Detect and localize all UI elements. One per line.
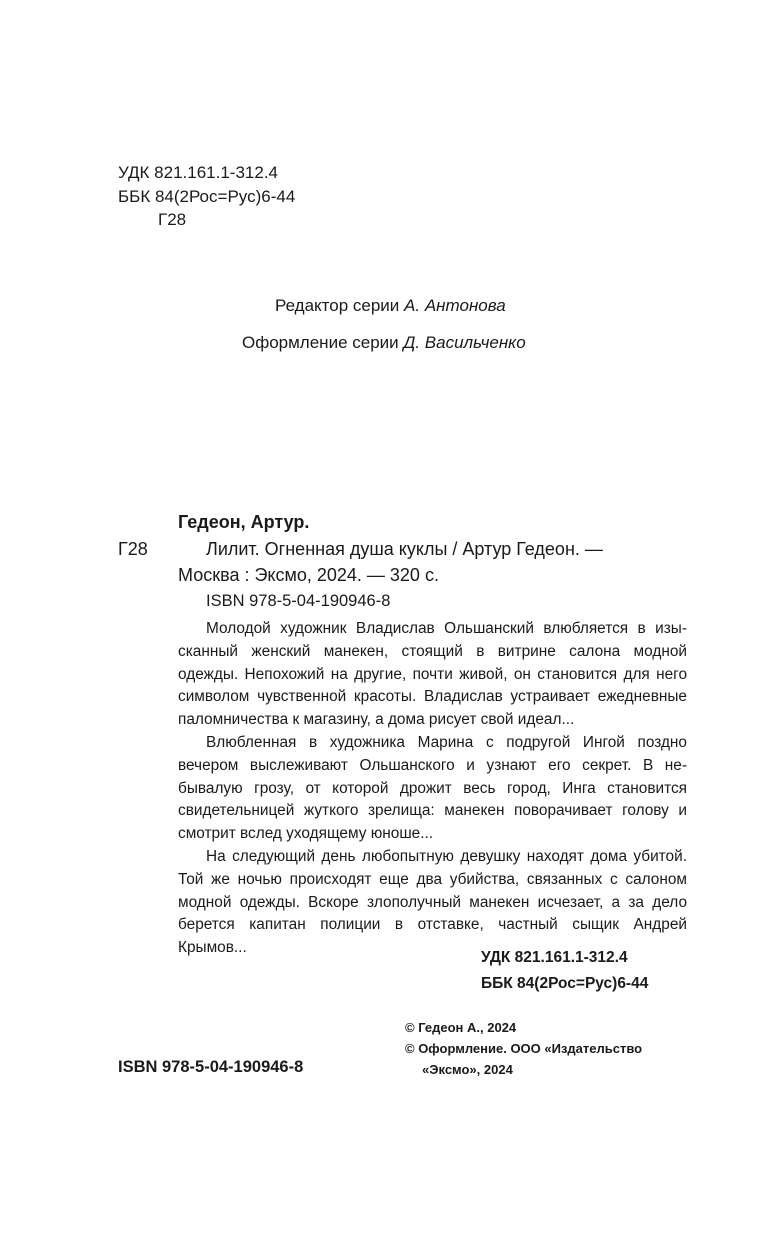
copyright-design-line2: «Эксмо», 2024 [422,1062,513,1077]
udk-code: УДК 821.161.1-312.4 [118,163,279,182]
series-design-label: Оформление серии [242,333,399,352]
footer-udk: УДК 821.161.1-312.4 [481,949,628,966]
record-isbn: ISBN 978-5-04-190946-8 [206,592,391,610]
annotation [178,618,687,960]
series-design-credit [242,333,526,353]
copyright-design-line1: © Оформление. ООО «Издательство [405,1041,643,1056]
footer-isbn: ISBN 978-5-04-190946-8 [118,1058,304,1076]
series-design-name: Д. Васильченко [403,333,526,352]
copyright-author: © Гедеон А., 2024 [405,1020,517,1035]
series-editor-name: А. Антонова [404,296,506,315]
record-title-line2: Москва : Эксмо, 2024. — 320 с. [178,565,439,585]
annotation-paragraph: Влюбленная в художника Марина с подругой Ингой поздно вечером выслеживают Ольшанского и узнают его секрет. В небывалую грозу, от которой дрожит весь город, Инга становится свидетельницей жуткого зрелища: манекен поворачивает голову и смотрит вслед уходящему юноше... [178,733,687,843]
record-sign: Г28 [118,539,148,559]
footer-bbk: ББК 84(2Рос=Рус)6-44 [481,975,649,992]
annotation-paragraph: На следующий день любопытную девушку находят дома убитой. Той же ночью происходят еще два убийства, связанных с салоном модной одежды. Вскоре злополучный манекен исчезает, а за дело берется капитан полиции в отставке, частный сыщик Андрей Крымов... [178,847,687,957]
annotation-paragraph: Молодой художник Владислав Ольшанский влюбляется в изысканный женский манекен, стоящий в витрине салона модной одежды. Непохожий на другие, почти живой, он становится для него символом чувственной красоты. Владислав устраивает ежедневные паломничества к магазину, а дома рисует свой идеал... [178,620,687,729]
bbk-code: ББК 84(2Рос=Рус)6-44 [118,187,296,206]
series-editor-label: Редактор серии [275,296,400,315]
record-author: Гедеон, Артур. [178,512,310,532]
series-editor-credit [275,296,506,316]
author-sign: Г28 [158,210,187,229]
record-title-line1: Лилит. Огненная душа куклы / Артур Гедеон. — [206,539,603,559]
